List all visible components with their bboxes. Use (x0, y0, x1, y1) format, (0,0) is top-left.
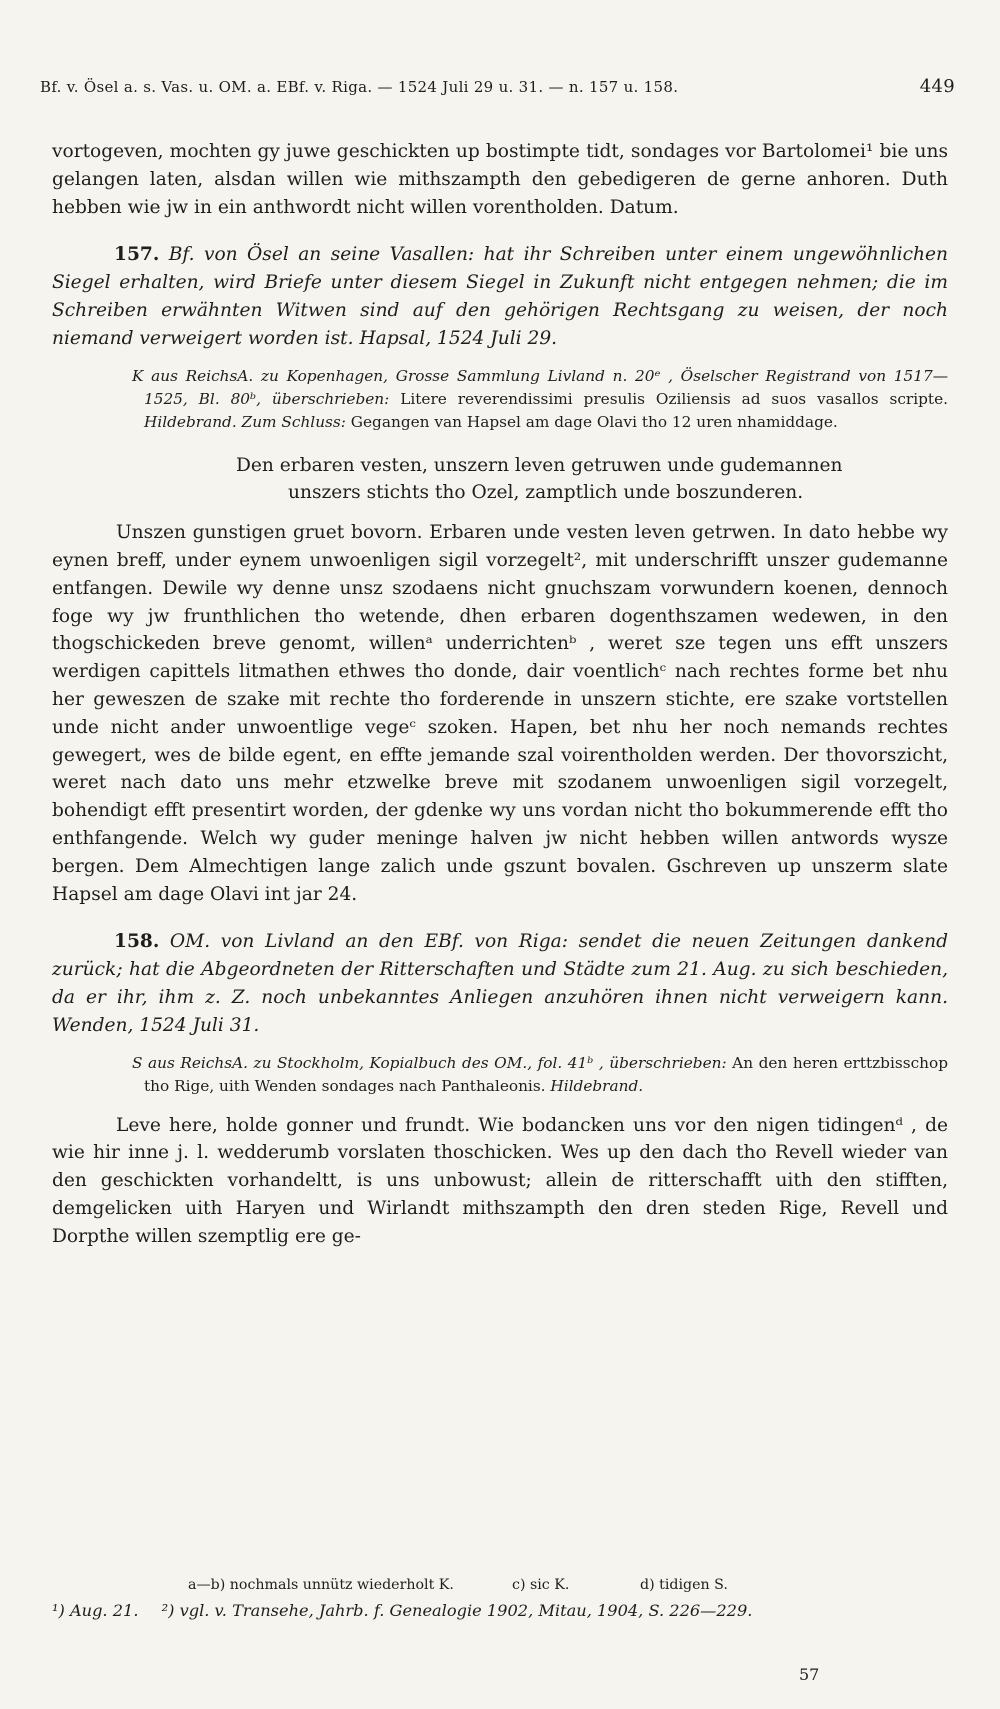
apparatus-note: a—b) nochmals unnütz wiederholt K. (188, 1577, 454, 1593)
address-line: Den erbaren vesten, unszern leven getruwen unde gudemannen (236, 454, 843, 476)
footnotes (52, 1577, 948, 1620)
source-text: Litere reverendissimi presulis Oziliensis ad suos vasallos scripte. (389, 389, 948, 408)
apparatus-note: d) tidigen S. (640, 1577, 728, 1593)
entry-157-number: 157. (114, 244, 160, 266)
entry-158-source-note (132, 1052, 948, 1098)
entry-157-address (236, 452, 948, 508)
source-text: Gegangen van Hapsel am dage Olavi tho 12 uren nhamiddage. (345, 412, 838, 431)
entry-158-summary: OM. von Livland an den EBf. von Riga: sendet die neuen Zeitungen dankend zurück; hat die Abgeordneten der Ritterschaften und Städte zum 21. Aug. zu sich beschieden, da er ihr, ihm z. Z. noch unbekanntes Anliegen anzuhören ihnen nicht verweigern kann. Wenden, 1524 Juli 31. (52, 931, 948, 1036)
page-number: 449 (919, 76, 955, 97)
page-body (52, 138, 948, 1251)
reference-note: ²) vgl. v. Transehe, Jahrb. f. Genealogie 1902, Mitau, 1904, S. 226—229. (161, 1601, 753, 1620)
entry-157-summary: Bf. von Ösel an seine Vasallen: hat ihr Schreiben unter einem ungewöhnlichen Siegel erhalten, wird Briefe unter diesem Siegel in Zukunft nicht entgegen nehmen; die im Schreiben erwähnten Witwen sind auf den gehörigen Rechtsgang zu weisen, der noch niemand verweigert worden ist. Hapsal, 1524 Juli 29. (52, 244, 948, 349)
source-italic: K aus ReichsA. zu Kopenhagen, Grosse Sammlung Livland n. 20ᵉ , Öselscher Registrand von 1517—1525, Bl. 80ᵇ, überschrieben: (132, 366, 948, 408)
source-italic: Hildebrand. (550, 1076, 644, 1095)
textual-apparatus (52, 1577, 948, 1599)
entry-158-number: 158. (114, 931, 160, 953)
reference-note: ¹) Aug. 21. (52, 1601, 139, 1620)
entry-157-source-note (132, 365, 948, 434)
running-head (40, 78, 955, 96)
entry-157-letter-text: Unszen gunstigen gruet bovorn. Erbaren unde vesten leven getrwen. In dato hebbe wy eynen breff, under eynem unwoenligen sigil vorzegelt², mit underschrifft unszer gudemanne entfangen. Dewile wy denne unsz szodaens nicht gnuchszam vorwundern koenen, dennoch foge wy jw frunthlichen tho wetende, dhen erbaren dogenthszamen wedewen, in den thogschickeden breve genomt, willenᵃ underrichtenᵇ , weret sze tegen uns efft unszers werdigen capittels litmathen ethwes tho donde, dair voentlichᶜ nach rechtes forme bet nhu her geweszen de szake mit rechte tho forderende in unszern stichte, ere szake vortstellen unde nicht ander unwoentlige vegeᶜ szoken. Hapen, bet nhu her noch nemands rechtes gewegert, wes de bilde egent, en effte jemande szal voirentholden werden. Der thovorszicht, weret nach dato uns mehr etzwelke breve mit szodanem unwoenligen sigil vorzegelt, bohendigt efft presentirt worden, der gdenke wy uns vordan nicht tho bokummerende efft tho enthfangende. Welch wy guder meninge halven jw nicht hebben willen antwords wysze bergen. Dem Almechtigen lange zalich unde gszunt bovalen. Gschreven up unszerm slate Hapsel am dage Olavi int jar 24. (52, 522, 948, 905)
apparatus-note: c) sic K. (512, 1577, 570, 1593)
address-line: unszers stichts tho Ozel, zamptlich unde boszunderen. (288, 482, 804, 504)
reference-notes (52, 1601, 948, 1620)
entry-158-letter-text: Leve here, holde gonner und frundt. Wie bodancken uns vor den nigen tidingenᵈ , de wie hir inne j. l. wedderumb vorslaten thoschicken. Wes up den dach tho Revell wieder van den geschickten vorhandeltt, is uns unbowust; allein de ritterschafft uith den stifften, demgelicken uith Haryen und Wirlandt mithszampth den dren steden Rige, Revell und Dorpthe willen szemptlig ere ge- (52, 1114, 948, 1247)
continuation-paragraph: vortogeven, mochten gy juwe geschickten up bostimpte tidt, sondages vor Bartolomei¹ bie uns gelangen laten, alsdan willen wie mithszampth den gebedigeren de gerne anhoren. Duth hebben wie jw in ein anthwordt nicht willen vorentholden. Datum. (52, 141, 948, 218)
entry-158-heading (52, 928, 948, 1039)
source-text: An den heren erttzbisschop tho Rige, uith Wenden sondages nach Panthaleonis. (144, 1053, 948, 1095)
entry-157-heading (52, 241, 948, 352)
sheet-signature: 57 (799, 1665, 820, 1684)
running-title: Bf. v. Ösel a. s. Vas. u. OM. a. EBf. v. Riga. — 1524 Juli 29 u. 31. — n. 157 u. 158. (40, 78, 679, 96)
source-italic: S aus ReichsA. zu Stockholm, Kopialbuch des OM., fol. 41ᵇ , überschrieben: (132, 1053, 727, 1072)
source-italic: Hildebrand. Zum Schluss: (144, 412, 346, 431)
